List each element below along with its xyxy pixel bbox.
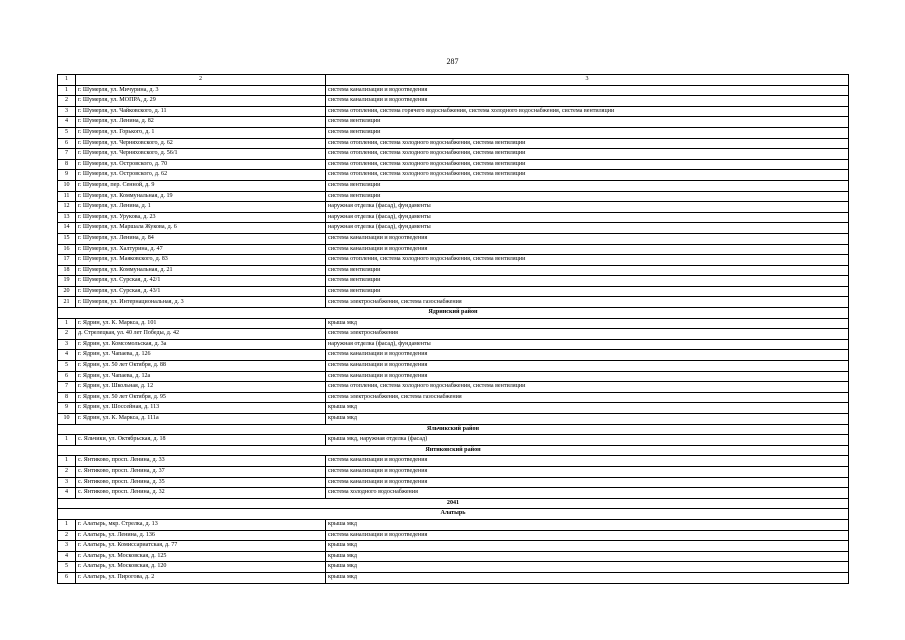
row-address: г. Алатырь, ул. Пирогова, д. 2 bbox=[76, 572, 326, 583]
row-address: г. Шумерля, ул. Чайковского, д. 11 bbox=[76, 106, 326, 117]
row-number: 5 bbox=[58, 562, 76, 573]
row-number: 4 bbox=[58, 488, 76, 499]
row-address: г. Ядрин, ул. 50 лет Октября, д. 95 bbox=[76, 392, 326, 403]
table-row bbox=[58, 117, 849, 128]
row-number: 13 bbox=[58, 212, 76, 223]
row-number: 19 bbox=[58, 276, 76, 287]
table-row bbox=[58, 519, 849, 530]
table-row bbox=[58, 297, 849, 308]
row-systems: система электроснабжения, система газоснабжения bbox=[326, 392, 849, 403]
row-number: 10 bbox=[58, 180, 76, 191]
row-systems: система вентиляции bbox=[326, 127, 849, 138]
row-number: 1 bbox=[58, 318, 76, 329]
table-row bbox=[58, 371, 849, 382]
row-systems: система вентиляции bbox=[326, 191, 849, 202]
section-title: Ядринский район bbox=[58, 308, 849, 319]
row-number: 6 bbox=[58, 138, 76, 149]
row-address: г. Шумерля, ул. Островского, д. 62 bbox=[76, 170, 326, 181]
row-address: г. Шумерля, ул. Интернациональная, д. 3 bbox=[76, 297, 326, 308]
table-row bbox=[58, 562, 849, 573]
row-systems: система канализации и водоотведения bbox=[326, 530, 849, 541]
row-address: г. Ядрин, ул. Шоссейная, д. 113 bbox=[76, 403, 326, 414]
row-address: г. Шумерля, ул. Маршала Жукова, д. 6 bbox=[76, 223, 326, 234]
table-row bbox=[58, 350, 849, 361]
row-systems: крыша мкд bbox=[326, 562, 849, 573]
table-row bbox=[58, 477, 849, 488]
column-number-row bbox=[58, 75, 849, 86]
row-address: г. Алатырь, ул. Московская, д. 120 bbox=[76, 562, 326, 573]
table-row bbox=[58, 318, 849, 329]
row-systems: система отопления, система холодного водоснабжения, система вентиляции bbox=[326, 170, 849, 181]
row-address: г. Шумерля, ул. Ленина, д. 1 bbox=[76, 202, 326, 213]
row-number: 9 bbox=[58, 170, 76, 181]
row-number: 15 bbox=[58, 233, 76, 244]
table-row bbox=[58, 180, 849, 191]
table-row bbox=[58, 414, 849, 425]
row-address: г. Ядрин, ул. Чапаева, д. 126 bbox=[76, 350, 326, 361]
row-systems: система электроснабжения, система газоснабжения bbox=[326, 297, 849, 308]
table-row bbox=[58, 329, 849, 340]
table-row bbox=[58, 551, 849, 562]
table-row bbox=[58, 212, 849, 223]
row-systems: система канализации и водоотведения bbox=[326, 361, 849, 372]
row-systems: система канализации и водоотведения bbox=[326, 456, 849, 467]
row-systems: система канализации и водоотведения bbox=[326, 477, 849, 488]
table-row bbox=[58, 85, 849, 96]
row-systems: система вентиляции bbox=[326, 265, 849, 276]
row-address: г. Шумерля, ул. Халтурина, д. 47 bbox=[76, 244, 326, 255]
table-row bbox=[58, 339, 849, 350]
row-address: д. Стрелецкая, ул. 40 лет Победы, д. 42 bbox=[76, 329, 326, 340]
row-systems: крыша мкд bbox=[326, 414, 849, 425]
row-address: г. Ядрин, ул. К. Маркса, д. 101 bbox=[76, 318, 326, 329]
row-number: 17 bbox=[58, 255, 76, 266]
row-address: с. Янтиково, просп. Ленина, д. 37 bbox=[76, 466, 326, 477]
row-number: 12 bbox=[58, 202, 76, 213]
row-number: 1 bbox=[58, 456, 76, 467]
row-address: г. Шумерля, ул. Мичурина, д. 3 bbox=[76, 85, 326, 96]
table-row bbox=[58, 466, 849, 477]
row-systems: крыша мкд bbox=[326, 519, 849, 530]
row-address: г. Шумерля, ул. Коммунальная, д. 19 bbox=[76, 191, 326, 202]
table-row bbox=[58, 170, 849, 181]
table-row bbox=[58, 541, 849, 552]
table-row bbox=[58, 255, 849, 266]
row-number: 16 bbox=[58, 244, 76, 255]
row-systems: система отопления, система горячего водоснабжения, система холодного водоснабжения, система вентиляции bbox=[326, 106, 849, 117]
table-row bbox=[58, 138, 849, 149]
row-number: 6 bbox=[58, 572, 76, 583]
row-address: с. Янтиково, просп. Ленина, д. 33 bbox=[76, 456, 326, 467]
row-number: 4 bbox=[58, 350, 76, 361]
row-systems: система отопления, система холодного водоснабжения, система вентиляции bbox=[326, 159, 849, 170]
row-systems: система отопления, система холодного водоснабжения, система вентиляции bbox=[326, 149, 849, 160]
row-number: 4 bbox=[58, 117, 76, 128]
section-title: Янтиковский район bbox=[58, 445, 849, 456]
row-number: 1 bbox=[58, 435, 76, 446]
works-table bbox=[57, 74, 849, 584]
row-number: 1 bbox=[58, 85, 76, 96]
row-address: г. Ядрин, ул. Чапаева, д. 12а bbox=[76, 371, 326, 382]
row-systems: крыша мкд bbox=[326, 541, 849, 552]
row-number: 2 bbox=[58, 530, 76, 541]
table-row bbox=[58, 202, 849, 213]
row-number: 2 bbox=[58, 329, 76, 340]
row-address: г. Шумерля, ул. Урукова, д. 23 bbox=[76, 212, 326, 223]
table-row bbox=[58, 233, 849, 244]
row-address: г. Ядрин, ул. Комсомольская, д. 3а bbox=[76, 339, 326, 350]
row-address: г. Шумерля, ул. Сурская, д. 43/1 bbox=[76, 286, 326, 297]
row-systems: крыша мкд bbox=[326, 572, 849, 583]
row-systems: система канализации и водоотведения bbox=[326, 233, 849, 244]
row-number: 6 bbox=[58, 371, 76, 382]
table-row bbox=[58, 382, 849, 393]
row-address: г. Ядрин, ул. 50 лет Октября, д. 88 bbox=[76, 361, 326, 372]
row-number: 3 bbox=[58, 339, 76, 350]
column-number-2: 2 bbox=[76, 75, 326, 86]
table-row bbox=[58, 127, 849, 138]
table-row bbox=[58, 286, 849, 297]
row-number: 2 bbox=[58, 466, 76, 477]
row-address: г. Алатырь, ул. Ленина, д. 136 bbox=[76, 530, 326, 541]
table-row bbox=[58, 223, 849, 234]
row-systems: наружная отделка (фасад), фундаменты bbox=[326, 339, 849, 350]
row-address: г. Шумерля, ул. Сурская, д. 42/1 bbox=[76, 276, 326, 287]
row-address: г. Шумерля, ул. Горького, д. 1 bbox=[76, 127, 326, 138]
row-systems: наружная отделка (фасад), фундаменты bbox=[326, 202, 849, 213]
table-row bbox=[58, 392, 849, 403]
table-row bbox=[58, 572, 849, 583]
row-systems: система отопления, система холодного водоснабжения, система вентиляции bbox=[326, 255, 849, 266]
row-systems: крыша мкд bbox=[326, 318, 849, 329]
row-number: 10 bbox=[58, 414, 76, 425]
row-address: г. Шумерля, пер. Сенной, д. 9 bbox=[76, 180, 326, 191]
table-row bbox=[58, 361, 849, 372]
row-systems: крыша мкд, наружная отделка (фасад) bbox=[326, 435, 849, 446]
section-header-row bbox=[58, 424, 849, 435]
row-number: 11 bbox=[58, 191, 76, 202]
row-number: 8 bbox=[58, 159, 76, 170]
row-number: 18 bbox=[58, 265, 76, 276]
row-systems: крыша мкд bbox=[326, 551, 849, 562]
table-row bbox=[58, 265, 849, 276]
table-row bbox=[58, 403, 849, 414]
row-address: г. Шумерля, ул. Островского, д. 70 bbox=[76, 159, 326, 170]
row-address: г. Алатырь, ул. Комиссариатская, д. 77 bbox=[76, 541, 326, 552]
row-systems: наружная отделка (фасад), фундаменты bbox=[326, 223, 849, 234]
row-address: г. Шумерля, ул. Коммунальная, д. 21 bbox=[76, 265, 326, 276]
row-address: с. Яльчики, ул. Октябрьская, д. 18 bbox=[76, 435, 326, 446]
row-systems: система отопления, система холодного водоснабжения, система вентиляции bbox=[326, 382, 849, 393]
column-number-3: 3 bbox=[326, 75, 849, 86]
row-number: 7 bbox=[58, 382, 76, 393]
table-row bbox=[58, 435, 849, 446]
row-address: г. Шумерля, ул. Ленина, д. 82 bbox=[76, 117, 326, 128]
works-table-body bbox=[58, 75, 849, 584]
row-number: 3 bbox=[58, 477, 76, 488]
table-row bbox=[58, 96, 849, 107]
row-systems: система канализации и водоотведения bbox=[326, 96, 849, 107]
row-systems: система канализации и водоотведения bbox=[326, 85, 849, 96]
row-number: 5 bbox=[58, 361, 76, 372]
row-systems: система отопления, система холодного водоснабжения, система вентиляции bbox=[326, 138, 849, 149]
section-title: Яльчикский район bbox=[58, 424, 849, 435]
row-systems: система вентиляции bbox=[326, 117, 849, 128]
row-systems: система канализации и водоотведения bbox=[326, 466, 849, 477]
row-number: 3 bbox=[58, 541, 76, 552]
row-systems: система холодного водоснабжения bbox=[326, 488, 849, 499]
row-systems: система вентиляции bbox=[326, 286, 849, 297]
column-number-1: 1 bbox=[58, 75, 76, 86]
row-address: г. Шумерля, ул. Черняховского, д. 56/1 bbox=[76, 149, 326, 160]
row-address: с. Янтиково, просп. Ленина, д. 32 bbox=[76, 488, 326, 499]
table-row bbox=[58, 488, 849, 499]
row-address: с. Янтиково, просп. Ленина, д. 35 bbox=[76, 477, 326, 488]
table-row bbox=[58, 159, 849, 170]
page-number: 287 bbox=[446, 57, 459, 66]
section-title: 2041 bbox=[58, 498, 849, 509]
row-number: 5 bbox=[58, 127, 76, 138]
table-row bbox=[58, 276, 849, 287]
table-row bbox=[58, 456, 849, 467]
row-systems: система канализации и водоотведения bbox=[326, 371, 849, 382]
row-number: 8 bbox=[58, 392, 76, 403]
section-header-row bbox=[58, 308, 849, 319]
row-address: г. Ядрин, ул. Школьная, д. 12 bbox=[76, 382, 326, 393]
row-systems: система вентиляции bbox=[326, 276, 849, 287]
section-header-row bbox=[58, 509, 849, 520]
row-number: 7 bbox=[58, 149, 76, 160]
row-address: г. Шумерля, ул. МОПРА, д. 29 bbox=[76, 96, 326, 107]
section-header-row bbox=[58, 445, 849, 456]
table-row bbox=[58, 530, 849, 541]
row-number: 4 bbox=[58, 551, 76, 562]
row-address: г. Шумерля, ул. Маяковского, д. 83 bbox=[76, 255, 326, 266]
row-address: г. Алатырь, ул. Московская, д. 125 bbox=[76, 551, 326, 562]
row-systems: система электроснабжения bbox=[326, 329, 849, 340]
table-row bbox=[58, 149, 849, 160]
row-systems: крыша мкд bbox=[326, 403, 849, 414]
section-header-row bbox=[58, 498, 849, 509]
row-address: г. Шумерля, ул. Черняховского, д. 62 bbox=[76, 138, 326, 149]
row-address: г. Ядрин, ул. К. Маркса, д. 111а bbox=[76, 414, 326, 425]
row-address: г. Алатырь, мкр. Стрелка, д. 13 bbox=[76, 519, 326, 530]
row-number: 14 bbox=[58, 223, 76, 234]
row-systems: система канализации и водоотведения bbox=[326, 244, 849, 255]
row-systems: система вентиляции bbox=[326, 180, 849, 191]
row-number: 20 bbox=[58, 286, 76, 297]
row-number: 2 bbox=[58, 96, 76, 107]
row-number: 1 bbox=[58, 519, 76, 530]
row-address: г. Шумерля, ул. Ленина, д. 84 bbox=[76, 233, 326, 244]
row-systems: система канализации и водоотведения bbox=[326, 350, 849, 361]
table-row bbox=[58, 244, 849, 255]
row-number: 21 bbox=[58, 297, 76, 308]
table-row bbox=[58, 106, 849, 117]
row-number: 3 bbox=[58, 106, 76, 117]
row-number: 9 bbox=[58, 403, 76, 414]
row-systems: наружная отделка (фасад), фундаменты bbox=[326, 212, 849, 223]
table-row bbox=[58, 191, 849, 202]
section-title: Алатырь bbox=[58, 509, 849, 520]
